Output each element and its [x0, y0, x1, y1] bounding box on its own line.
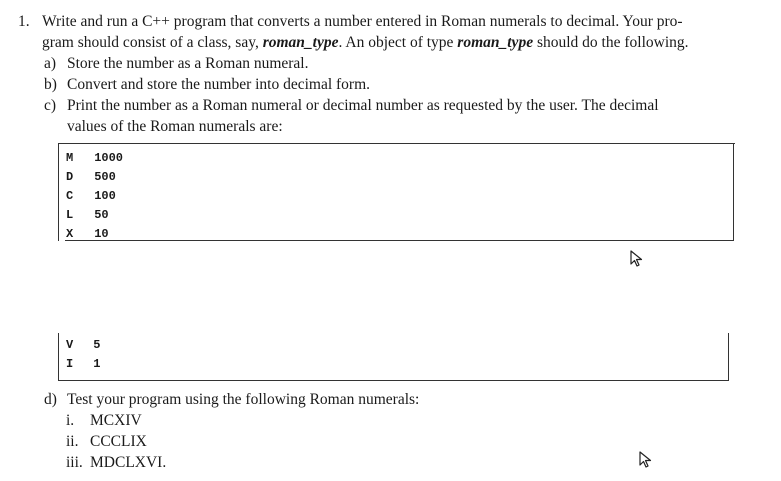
- numeral: D: [66, 170, 74, 184]
- item-a-text: Store the number as a Roman numeral.: [67, 55, 309, 72]
- intro-line-2: [42, 33, 689, 53]
- test-value: MCXIV: [90, 412, 142, 429]
- numeral: M: [66, 151, 74, 165]
- table-row: [66, 355, 100, 374]
- intro-text: should do the following.: [533, 34, 689, 51]
- table-1-right-edge: [733, 143, 734, 241]
- table-row: [66, 149, 123, 168]
- decimal-value: 1: [93, 357, 101, 371]
- item-c-text: Print the number as a Roman numeral or decimal number as requested by the user. The decimal: [67, 97, 659, 114]
- item-c-label: c): [44, 97, 57, 114]
- decimal-value: 1000: [94, 151, 124, 165]
- intro-text: gram should consist of a class, say,: [42, 34, 263, 51]
- mouse-pointer-icon: [639, 451, 653, 469]
- test-value: MDCLXVI.: [90, 454, 167, 471]
- decimal-value: 50: [94, 208, 109, 222]
- item-c-text-cont: values of the Roman numerals are:: [67, 118, 283, 135]
- class-name: roman_type: [262, 34, 339, 51]
- item-b-label: b): [44, 76, 57, 93]
- intro-text: . An object of type: [338, 34, 458, 51]
- table-2-bottom-edge: [58, 380, 729, 381]
- item-b-text: Convert and store the number into decimal form.: [67, 76, 371, 93]
- decimal-value: 5: [93, 338, 101, 352]
- class-name: roman_type: [457, 34, 534, 51]
- item-a-label: a): [44, 55, 57, 72]
- table-2-left-edge: [58, 333, 59, 381]
- test-value: CCCLIX: [90, 433, 147, 450]
- table-1-bottom-edge: [65, 240, 734, 241]
- table-row: [66, 206, 109, 225]
- table-2-right-edge: [728, 333, 729, 381]
- decimal-value: 10: [94, 227, 109, 241]
- table-row: [66, 187, 116, 206]
- test-label: ii.: [66, 433, 79, 450]
- table-row: [66, 336, 100, 355]
- mouse-pointer-icon: [630, 250, 644, 268]
- decimal-value: 500: [94, 170, 116, 184]
- numeral: X: [66, 227, 74, 241]
- intro-line-1: Write and run a C++ program that converts a number entered in Roman numerals to decimal. Your pro-: [42, 13, 683, 30]
- test-label: i.: [66, 412, 75, 429]
- decimal-value: 100: [94, 189, 116, 203]
- table-row: [66, 225, 109, 244]
- numeral: C: [66, 189, 74, 203]
- problem-number: 1.: [18, 13, 30, 30]
- test-label: iii.: [66, 454, 83, 471]
- numeral: I: [66, 357, 74, 371]
- item-d-label: d): [44, 391, 57, 408]
- item-d-text: Test your program using the following Roman numerals:: [67, 391, 420, 408]
- table-1-frame: [58, 143, 735, 241]
- numeral: L: [66, 208, 74, 222]
- numeral: V: [66, 338, 74, 352]
- table-row: [66, 168, 116, 187]
